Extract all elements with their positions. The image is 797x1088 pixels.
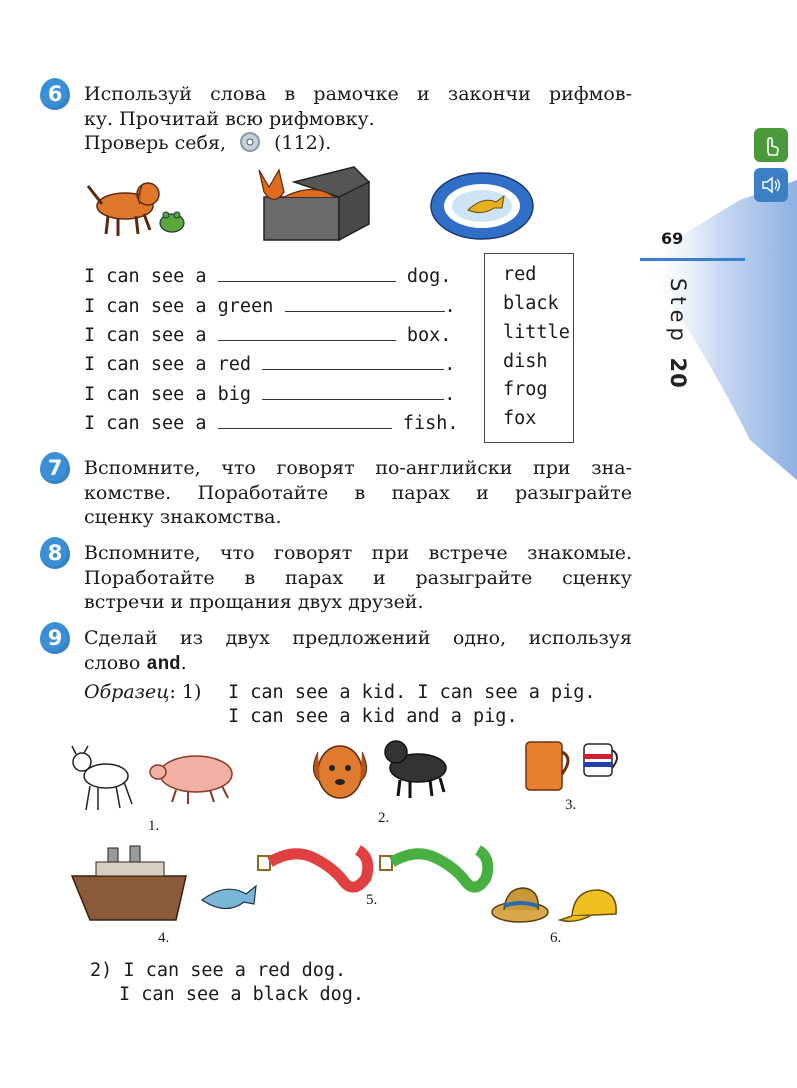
ex7-line-1: Вспомните, что говорят по-английски при зна- <box>84 457 632 479</box>
fox-in-box-picture <box>244 162 374 242</box>
answer-blank[interactable] <box>262 355 444 370</box>
step-number: 20 <box>666 357 690 389</box>
ex9-line-2: слово and. <box>84 652 187 675</box>
check-text: Проверь себя, <box>84 132 227 154</box>
picture-number: 4. <box>158 930 170 946</box>
rhyme-line-4: I can see a red . <box>84 354 456 375</box>
example-2-line-1: 2) I can see a red dog. <box>90 960 347 981</box>
sample-label: Образец <box>84 681 170 703</box>
example-2-line-2: I can see a black dog. <box>119 984 365 1005</box>
exercise-7-badge: 7 <box>40 452 70 484</box>
step-word: Step <box>666 278 690 346</box>
dog-and-frog-picture <box>80 168 195 243</box>
ex6-line-2: ку. Прочитай всю рифмовку. <box>84 108 375 130</box>
picture-number: 2. <box>378 810 390 826</box>
ship-and-fish-picture <box>70 842 260 928</box>
rhyme-line-5: I can see a big . <box>84 384 456 405</box>
exercise-8-badge: 8 <box>40 537 70 569</box>
ex8-line-1: Вспомните, что говорят при встрече знакомые. <box>84 542 632 564</box>
picture-number: 1. <box>148 818 160 834</box>
touch-tab[interactable] <box>754 128 788 162</box>
hat-and-cap-picture <box>490 880 626 928</box>
step-label <box>662 278 692 418</box>
speaker-icon <box>754 168 788 202</box>
page-number: 69 <box>661 229 684 248</box>
sample-sentence-b: I can see a kid and a pig. <box>228 706 518 727</box>
word-item: red <box>503 264 537 285</box>
ex8-line-2: Поработайте в парах и разыграйте сценку <box>84 567 632 589</box>
answer-blank[interactable] <box>262 385 444 400</box>
answer-blank[interactable] <box>285 297 445 312</box>
rhyme-line-1: I can see a dog. <box>84 266 452 287</box>
exercise-9-badge: 9 <box>40 622 70 654</box>
sample-line-1: Образец: 1) <box>84 681 202 703</box>
red-dog-and-black-dog-picture <box>304 732 460 814</box>
sample-sentence-a: I can see a kid. I can see a pig. <box>228 682 596 703</box>
check-ref: (112). <box>274 132 332 154</box>
word-item: little <box>503 322 570 343</box>
hand-pointer-icon <box>754 128 788 162</box>
picture-number: 6. <box>550 930 562 946</box>
ex9-line-1: Сделай из двух предложений одно, используя <box>84 627 632 649</box>
word-item: black <box>503 293 559 314</box>
exercise-6-badge: 6 <box>40 78 70 110</box>
word-item: fox <box>503 408 537 429</box>
answer-blank[interactable] <box>218 414 392 429</box>
ex6-line-3 <box>84 131 632 156</box>
mugs-picture <box>522 736 626 796</box>
ex8-line-3: встречи и прощания двух друзей. <box>84 591 424 613</box>
word-item: frog <box>503 379 548 400</box>
rhyme-line-3: I can see a box. <box>84 325 452 346</box>
fish-in-dish-picture <box>428 168 536 246</box>
word-item: dish <box>503 351 548 372</box>
cd-icon <box>238 131 262 153</box>
rhyme-line-6: I can see a fish. <box>84 413 459 434</box>
rhyme-line-2: I can see a green . <box>84 296 456 317</box>
word-box <box>484 253 574 443</box>
kid-and-pig-picture <box>68 742 246 814</box>
audio-tab[interactable] <box>754 168 788 202</box>
example-2-number: 2) <box>90 960 113 981</box>
answer-blank[interactable] <box>218 267 396 282</box>
answer-blank[interactable] <box>218 326 396 341</box>
red-and-green-belts-picture <box>254 838 498 898</box>
picture-number: 3. <box>565 797 577 813</box>
ex6-line-1: Используй слова в рамочке и закончи рифмов- <box>84 83 632 105</box>
ex7-line-3: сценку знакомства. <box>84 506 282 528</box>
keyword-and: and <box>146 653 181 675</box>
picture-number: 5. <box>366 892 378 908</box>
ex7-line-2: комстве. Поработайте в парах и разыграйте <box>84 482 632 504</box>
